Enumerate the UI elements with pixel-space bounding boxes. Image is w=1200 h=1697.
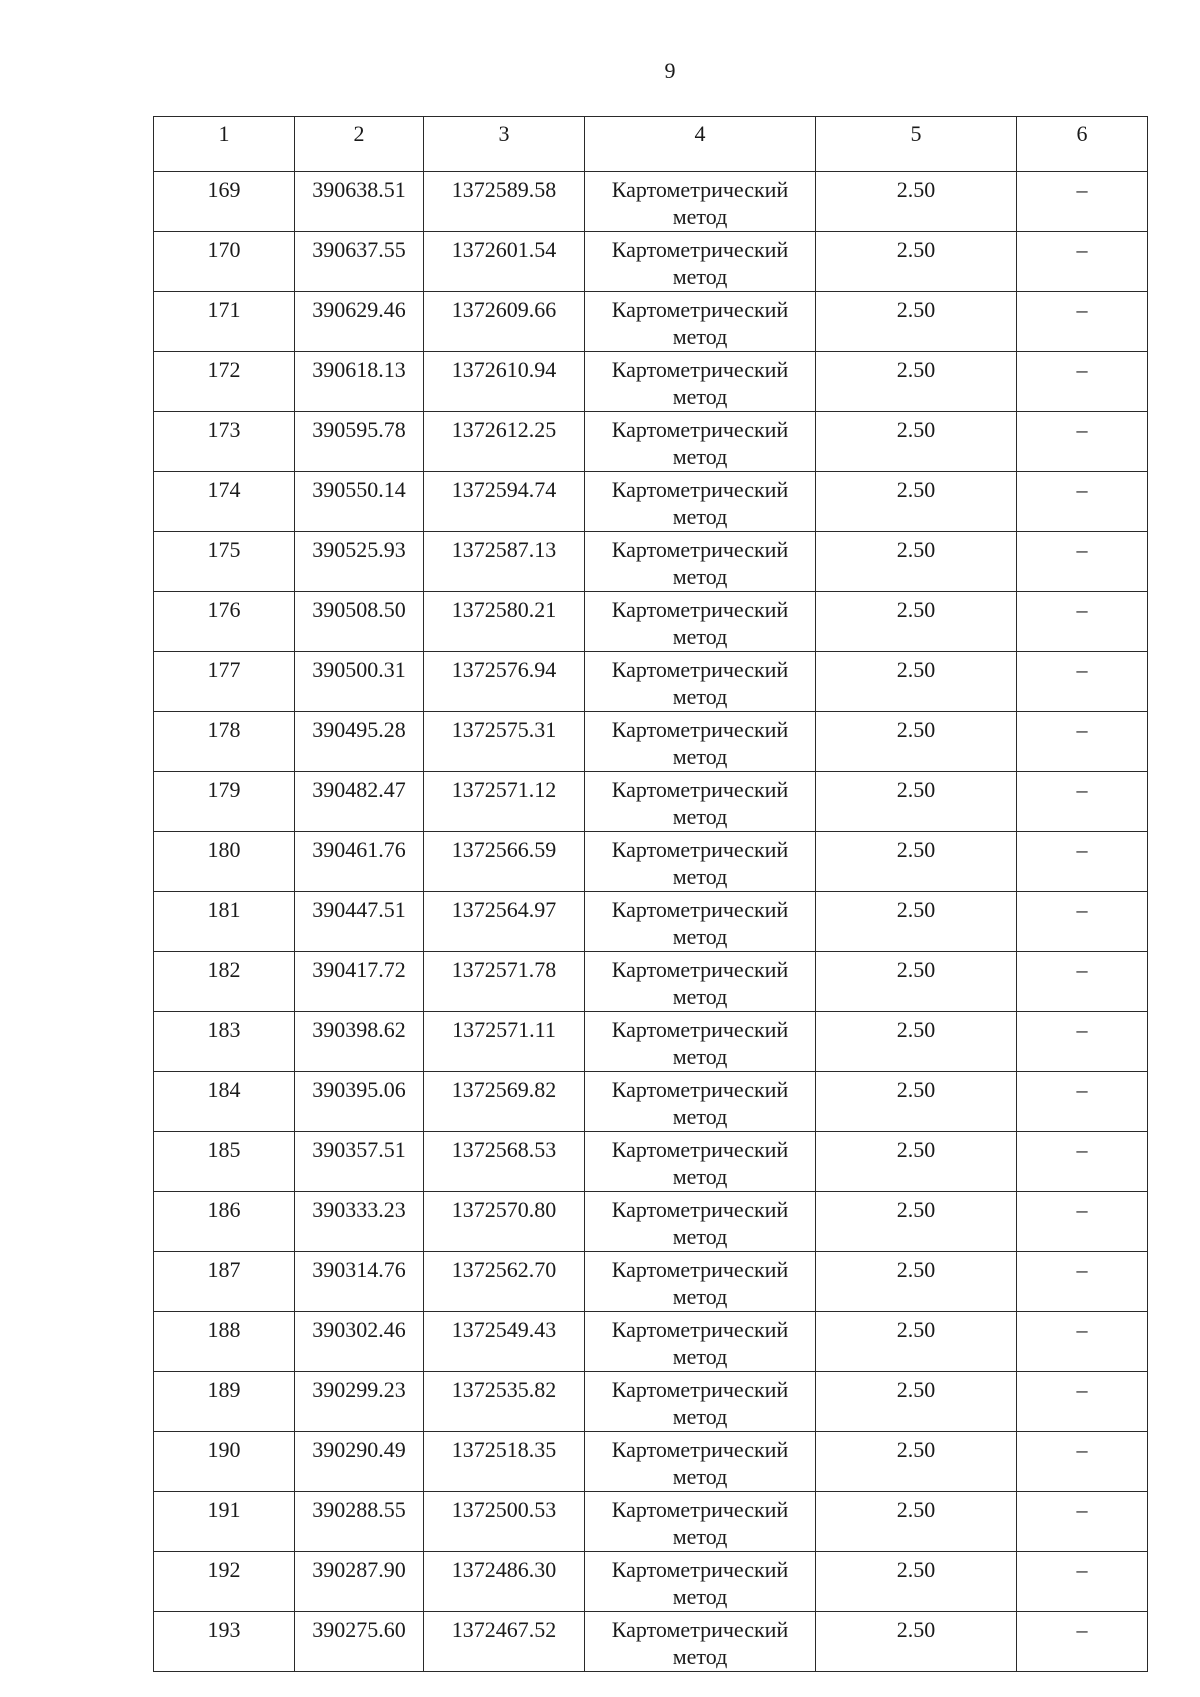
table-row — [154, 1552, 1148, 1612]
precision-cell: 2.50 — [816, 1132, 1017, 1192]
precision-cell: 2.50 — [816, 412, 1017, 472]
precision-cell: 2.50 — [816, 832, 1017, 892]
x-coordinate-cell: 390275.60 — [295, 1612, 424, 1672]
y-coordinate-cell: 1372535.82 — [424, 1372, 585, 1432]
method-text-line: метод — [672, 1224, 728, 1249]
method-cell — [585, 652, 816, 712]
method-text-line: метод — [672, 984, 728, 1009]
note-cell: – — [1017, 232, 1148, 292]
x-coordinate-cell: 390495.28 — [295, 712, 424, 772]
method-cell — [585, 1492, 816, 1552]
note-cell: – — [1017, 1492, 1148, 1552]
precision-cell: 2.50 — [816, 232, 1017, 292]
table-row — [154, 1612, 1148, 1672]
header-col-1: 1 — [154, 117, 295, 172]
method-text-line: Картометрический — [611, 417, 789, 442]
method-cell — [585, 1192, 816, 1252]
method-text-line: Картометрический — [611, 537, 789, 562]
x-coordinate-cell: 390302.46 — [295, 1312, 424, 1372]
note-cell: – — [1017, 1612, 1148, 1672]
method-text-line: Картометрический — [611, 1497, 789, 1522]
y-coordinate-cell: 1372571.12 — [424, 772, 585, 832]
note-cell: – — [1017, 1252, 1148, 1312]
note-cell: – — [1017, 412, 1148, 472]
coordinates-table — [153, 116, 1148, 1672]
x-coordinate-cell: 390482.47 — [295, 772, 424, 832]
header-col-3: 3 — [424, 117, 585, 172]
note-cell: – — [1017, 652, 1148, 712]
method-text-line: метод — [672, 324, 728, 349]
note-cell: – — [1017, 1192, 1148, 1252]
method-cell — [585, 172, 816, 232]
method-text-line: Картометрический — [611, 237, 789, 262]
table-row — [154, 1312, 1148, 1372]
table-row — [154, 352, 1148, 412]
point-number-cell: 179 — [154, 772, 295, 832]
table-row — [154, 892, 1148, 952]
x-coordinate-cell: 390333.23 — [295, 1192, 424, 1252]
method-text-line: метод — [672, 1644, 728, 1669]
method-text-line: Картометрический — [611, 837, 789, 862]
note-cell: – — [1017, 1372, 1148, 1432]
point-number-cell: 192 — [154, 1552, 295, 1612]
note-cell: – — [1017, 892, 1148, 952]
note-cell: – — [1017, 352, 1148, 412]
method-text-line: метод — [672, 804, 728, 829]
y-coordinate-cell: 1372576.94 — [424, 652, 585, 712]
method-text-line: Картометрический — [611, 1317, 789, 1342]
method-text-line: метод — [672, 864, 728, 889]
method-text-line: метод — [672, 1464, 728, 1489]
precision-cell: 2.50 — [816, 1192, 1017, 1252]
method-text-line: метод — [672, 924, 728, 949]
x-coordinate-cell: 390638.51 — [295, 172, 424, 232]
table-body — [154, 172, 1148, 1672]
point-number-cell: 174 — [154, 472, 295, 532]
point-number-cell: 169 — [154, 172, 295, 232]
precision-cell: 2.50 — [816, 1492, 1017, 1552]
precision-cell: 2.50 — [816, 652, 1017, 712]
method-text-line: Картометрический — [611, 777, 789, 802]
precision-cell: 2.50 — [816, 1012, 1017, 1072]
precision-cell: 2.50 — [816, 1372, 1017, 1432]
x-coordinate-cell: 390447.51 — [295, 892, 424, 952]
method-cell — [585, 1252, 816, 1312]
y-coordinate-cell: 1372518.35 — [424, 1432, 585, 1492]
method-text-line: метод — [672, 1104, 728, 1129]
y-coordinate-cell: 1372571.78 — [424, 952, 585, 1012]
method-cell — [585, 1432, 816, 1492]
method-text-line: метод — [672, 204, 728, 229]
point-number-cell: 186 — [154, 1192, 295, 1252]
y-coordinate-cell: 1372609.66 — [424, 292, 585, 352]
y-coordinate-cell: 1372562.70 — [424, 1252, 585, 1312]
x-coordinate-cell: 390618.13 — [295, 352, 424, 412]
y-coordinate-cell: 1372571.11 — [424, 1012, 585, 1072]
x-coordinate-cell: 390288.55 — [295, 1492, 424, 1552]
x-coordinate-cell: 390500.31 — [295, 652, 424, 712]
table-row — [154, 1012, 1148, 1072]
header-col-5: 5 — [816, 117, 1017, 172]
y-coordinate-cell: 1372575.31 — [424, 712, 585, 772]
x-coordinate-cell: 390550.14 — [295, 472, 424, 532]
method-text-line: Картометрический — [611, 1437, 789, 1462]
note-cell: – — [1017, 1012, 1148, 1072]
table-row — [154, 472, 1148, 532]
x-coordinate-cell: 390314.76 — [295, 1252, 424, 1312]
method-cell — [585, 832, 816, 892]
precision-cell: 2.50 — [816, 772, 1017, 832]
method-cell — [585, 412, 816, 472]
note-cell: – — [1017, 172, 1148, 232]
y-coordinate-cell: 1372566.59 — [424, 832, 585, 892]
point-number-cell: 185 — [154, 1132, 295, 1192]
method-text-line: метод — [672, 744, 728, 769]
point-number-cell: 188 — [154, 1312, 295, 1372]
header-col-4: 4 — [585, 117, 816, 172]
method-cell — [585, 892, 816, 952]
method-text-line: Картометрический — [611, 1377, 789, 1402]
precision-cell: 2.50 — [816, 172, 1017, 232]
x-coordinate-cell: 390637.55 — [295, 232, 424, 292]
precision-cell: 2.50 — [816, 1312, 1017, 1372]
method-cell — [585, 712, 816, 772]
table-row — [154, 1072, 1148, 1132]
point-number-cell: 190 — [154, 1432, 295, 1492]
table-row — [154, 592, 1148, 652]
method-cell — [585, 1312, 816, 1372]
precision-cell: 2.50 — [816, 712, 1017, 772]
y-coordinate-cell: 1372580.21 — [424, 592, 585, 652]
note-cell: – — [1017, 592, 1148, 652]
y-coordinate-cell: 1372486.30 — [424, 1552, 585, 1612]
y-coordinate-cell: 1372570.80 — [424, 1192, 585, 1252]
method-text-line: метод — [672, 564, 728, 589]
method-cell — [585, 1072, 816, 1132]
method-cell — [585, 772, 816, 832]
x-coordinate-cell: 390398.62 — [295, 1012, 424, 1072]
method-cell — [585, 472, 816, 532]
precision-cell: 2.50 — [816, 592, 1017, 652]
method-cell — [585, 292, 816, 352]
y-coordinate-cell: 1372594.74 — [424, 472, 585, 532]
method-cell — [585, 352, 816, 412]
point-number-cell: 170 — [154, 232, 295, 292]
precision-cell: 2.50 — [816, 1252, 1017, 1312]
table-row — [154, 712, 1148, 772]
method-text-line: Картометрический — [611, 177, 789, 202]
point-number-cell: 189 — [154, 1372, 295, 1432]
table-row — [154, 1432, 1148, 1492]
method-text-line: Картометрический — [611, 597, 789, 622]
precision-cell: 2.50 — [816, 352, 1017, 412]
method-text-line: метод — [672, 624, 728, 649]
method-text-line: Картометрический — [611, 897, 789, 922]
table-row — [154, 1252, 1148, 1312]
table-row — [154, 1132, 1148, 1192]
method-text-line: метод — [672, 504, 728, 529]
method-text-line: метод — [672, 1584, 728, 1609]
table-row — [154, 652, 1148, 712]
x-coordinate-cell: 390395.06 — [295, 1072, 424, 1132]
precision-cell: 2.50 — [816, 1432, 1017, 1492]
precision-cell: 2.50 — [816, 292, 1017, 352]
point-number-cell: 187 — [154, 1252, 295, 1312]
method-cell — [585, 952, 816, 1012]
method-text-line: Картометрический — [611, 1197, 789, 1222]
x-coordinate-cell: 390357.51 — [295, 1132, 424, 1192]
method-text-line: Картометрический — [611, 297, 789, 322]
note-cell: – — [1017, 1132, 1148, 1192]
x-coordinate-cell: 390461.76 — [295, 832, 424, 892]
precision-cell: 2.50 — [816, 1552, 1017, 1612]
table-row — [154, 1192, 1148, 1252]
x-coordinate-cell: 390629.46 — [295, 292, 424, 352]
y-coordinate-cell: 1372549.43 — [424, 1312, 585, 1372]
note-cell: – — [1017, 832, 1148, 892]
point-number-cell: 175 — [154, 532, 295, 592]
method-text-line: метод — [672, 1044, 728, 1069]
y-coordinate-cell: 1372568.53 — [424, 1132, 585, 1192]
header-row — [154, 117, 1148, 172]
note-cell: – — [1017, 1072, 1148, 1132]
method-text-line: метод — [672, 384, 728, 409]
y-coordinate-cell: 1372500.53 — [424, 1492, 585, 1552]
method-text-line: Картометрический — [611, 657, 789, 682]
point-number-cell: 180 — [154, 832, 295, 892]
note-cell: – — [1017, 1312, 1148, 1372]
y-coordinate-cell: 1372601.54 — [424, 232, 585, 292]
x-coordinate-cell: 390290.49 — [295, 1432, 424, 1492]
header-col-2: 2 — [295, 117, 424, 172]
precision-cell: 2.50 — [816, 952, 1017, 1012]
point-number-cell: 181 — [154, 892, 295, 952]
method-text-line: Картометрический — [611, 1617, 789, 1642]
table-row — [154, 232, 1148, 292]
note-cell: – — [1017, 712, 1148, 772]
point-number-cell: 193 — [154, 1612, 295, 1672]
precision-cell: 2.50 — [816, 532, 1017, 592]
table-row — [154, 832, 1148, 892]
header-col-6: 6 — [1017, 117, 1148, 172]
precision-cell: 2.50 — [816, 1612, 1017, 1672]
note-cell: – — [1017, 472, 1148, 532]
method-text-line: Картометрический — [611, 1077, 789, 1102]
note-cell: – — [1017, 1432, 1148, 1492]
note-cell: – — [1017, 532, 1148, 592]
y-coordinate-cell: 1372587.13 — [424, 532, 585, 592]
table-row — [154, 412, 1148, 472]
method-cell — [585, 1552, 816, 1612]
method-text-line: Картометрический — [611, 477, 789, 502]
point-number-cell: 177 — [154, 652, 295, 712]
method-text-line: метод — [672, 1524, 728, 1549]
method-cell — [585, 532, 816, 592]
method-text-line: Картометрический — [611, 1557, 789, 1582]
x-coordinate-cell: 390417.72 — [295, 952, 424, 1012]
method-text-line: Картометрический — [611, 1137, 789, 1162]
point-number-cell: 173 — [154, 412, 295, 472]
table-row — [154, 952, 1148, 1012]
point-number-cell: 191 — [154, 1492, 295, 1552]
method-text-line: метод — [672, 1344, 728, 1369]
method-text-line: Картометрический — [611, 1017, 789, 1042]
point-number-cell: 178 — [154, 712, 295, 772]
method-text-line: Картометрический — [611, 1257, 789, 1282]
table-row — [154, 292, 1148, 352]
method-cell — [585, 1132, 816, 1192]
table-row — [154, 772, 1148, 832]
y-coordinate-cell: 1372569.82 — [424, 1072, 585, 1132]
note-cell: – — [1017, 952, 1148, 1012]
method-cell — [585, 1612, 816, 1672]
table-row — [154, 1372, 1148, 1432]
method-text-line: Картометрический — [611, 357, 789, 382]
note-cell: – — [1017, 292, 1148, 352]
x-coordinate-cell: 390525.93 — [295, 532, 424, 592]
method-text-line: метод — [672, 1404, 728, 1429]
table-row — [154, 1492, 1148, 1552]
method-text-line: метод — [672, 1284, 728, 1309]
method-text-line: метод — [672, 684, 728, 709]
table-header — [154, 117, 1148, 172]
method-text-line: метод — [672, 264, 728, 289]
table-row — [154, 532, 1148, 592]
point-number-cell: 183 — [154, 1012, 295, 1072]
y-coordinate-cell: 1372564.97 — [424, 892, 585, 952]
x-coordinate-cell: 390508.50 — [295, 592, 424, 652]
method-cell — [585, 232, 816, 292]
y-coordinate-cell: 1372589.58 — [424, 172, 585, 232]
x-coordinate-cell: 390287.90 — [295, 1552, 424, 1612]
precision-cell: 2.50 — [816, 472, 1017, 532]
method-text-line: метод — [672, 1164, 728, 1189]
precision-cell: 2.50 — [816, 1072, 1017, 1132]
page-number: 9 — [664, 58, 676, 83]
method-text-line: метод — [672, 444, 728, 469]
y-coordinate-cell: 1372610.94 — [424, 352, 585, 412]
precision-cell: 2.50 — [816, 892, 1017, 952]
table-row — [154, 172, 1148, 232]
point-number-cell: 182 — [154, 952, 295, 1012]
point-number-cell: 176 — [154, 592, 295, 652]
point-number-cell: 172 — [154, 352, 295, 412]
y-coordinate-cell: 1372612.25 — [424, 412, 585, 472]
x-coordinate-cell: 390595.78 — [295, 412, 424, 472]
point-number-cell: 184 — [154, 1072, 295, 1132]
method-cell — [585, 1012, 816, 1072]
point-number-cell: 171 — [154, 292, 295, 352]
method-text-line: Картометрический — [611, 717, 789, 742]
method-cell — [585, 1372, 816, 1432]
method-text-line: Картометрический — [611, 957, 789, 982]
note-cell: – — [1017, 1552, 1148, 1612]
y-coordinate-cell: 1372467.52 — [424, 1612, 585, 1672]
note-cell: – — [1017, 772, 1148, 832]
method-cell — [585, 592, 816, 652]
x-coordinate-cell: 390299.23 — [295, 1372, 424, 1432]
